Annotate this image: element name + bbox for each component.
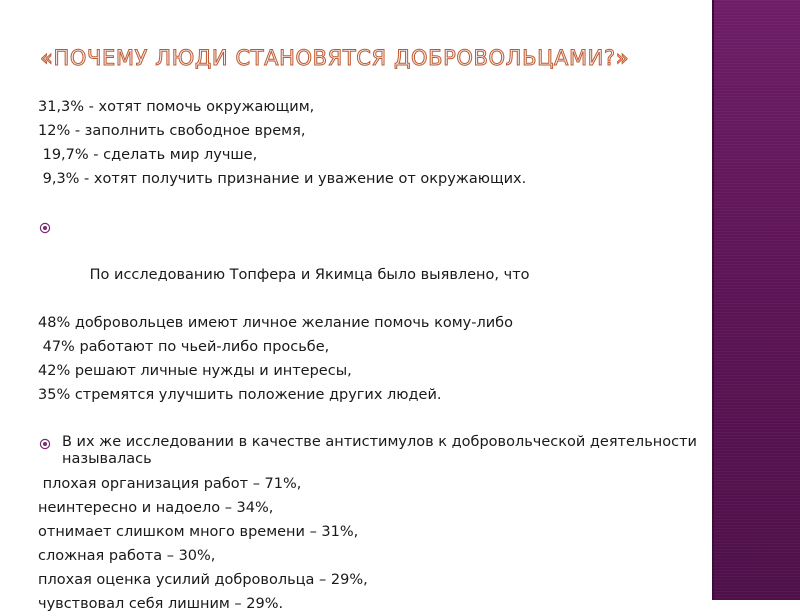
decorative-side-band bbox=[712, 0, 800, 600]
reason-line: 12% - заполнить свободное время, bbox=[38, 123, 306, 139]
study-line: 42% решают личные нужды и интересы, bbox=[38, 363, 352, 379]
slide-body bbox=[38, 95, 698, 616]
reason-line: 19,7% - сделать мир лучше, bbox=[38, 147, 258, 163]
spacer bbox=[38, 407, 698, 431]
antistimulus-line: плохая организация работ – 71%, bbox=[38, 476, 302, 492]
side-band-edge bbox=[712, 0, 714, 600]
spacer bbox=[38, 191, 698, 215]
study-line: 47% работают по чьей-либо просьбе, bbox=[38, 339, 330, 355]
antistimulus-line: неинтересно и надоело – 34%, bbox=[38, 500, 274, 516]
circle-bullet-icon bbox=[39, 438, 51, 450]
antistimulus-line: плохая оценка усилий добровольца – 29%, bbox=[38, 572, 368, 588]
reason-line: 9,3% - хотят получить признание и уважение от окружающих. bbox=[38, 171, 527, 187]
reason-line: 31,3% - хотят помочь окружающим, bbox=[38, 99, 315, 115]
antistimulus-line: чувствовал себя лишним – 29%. bbox=[38, 596, 284, 612]
study-line: 35% стремятся улучшить положение других людей. bbox=[38, 387, 442, 403]
circle-bullet-icon bbox=[39, 222, 51, 234]
antistimulus-line: отнимает слишком много времени – 31%, bbox=[38, 524, 359, 540]
antistimulus-line: сложная работа – 30%, bbox=[38, 548, 216, 564]
study-line: 48% добровольцев имеют личное желание помочь кому-либо bbox=[38, 315, 513, 331]
slide-title: «ПОЧЕМУ ЛЮДИ СТАНОВЯТСЯ ДОБРОВОЛЬЦАМИ?» bbox=[40, 46, 630, 70]
bullet-item-study bbox=[38, 215, 698, 311]
bullet-text: В их же исследовании в качестве антистимулов к добровольческой деятельности называлась bbox=[62, 434, 697, 467]
bullet-item-antistimuli bbox=[38, 431, 698, 472]
bullet-text: По исследованию Топфера и Якимца было выявлено, что bbox=[89, 267, 530, 283]
